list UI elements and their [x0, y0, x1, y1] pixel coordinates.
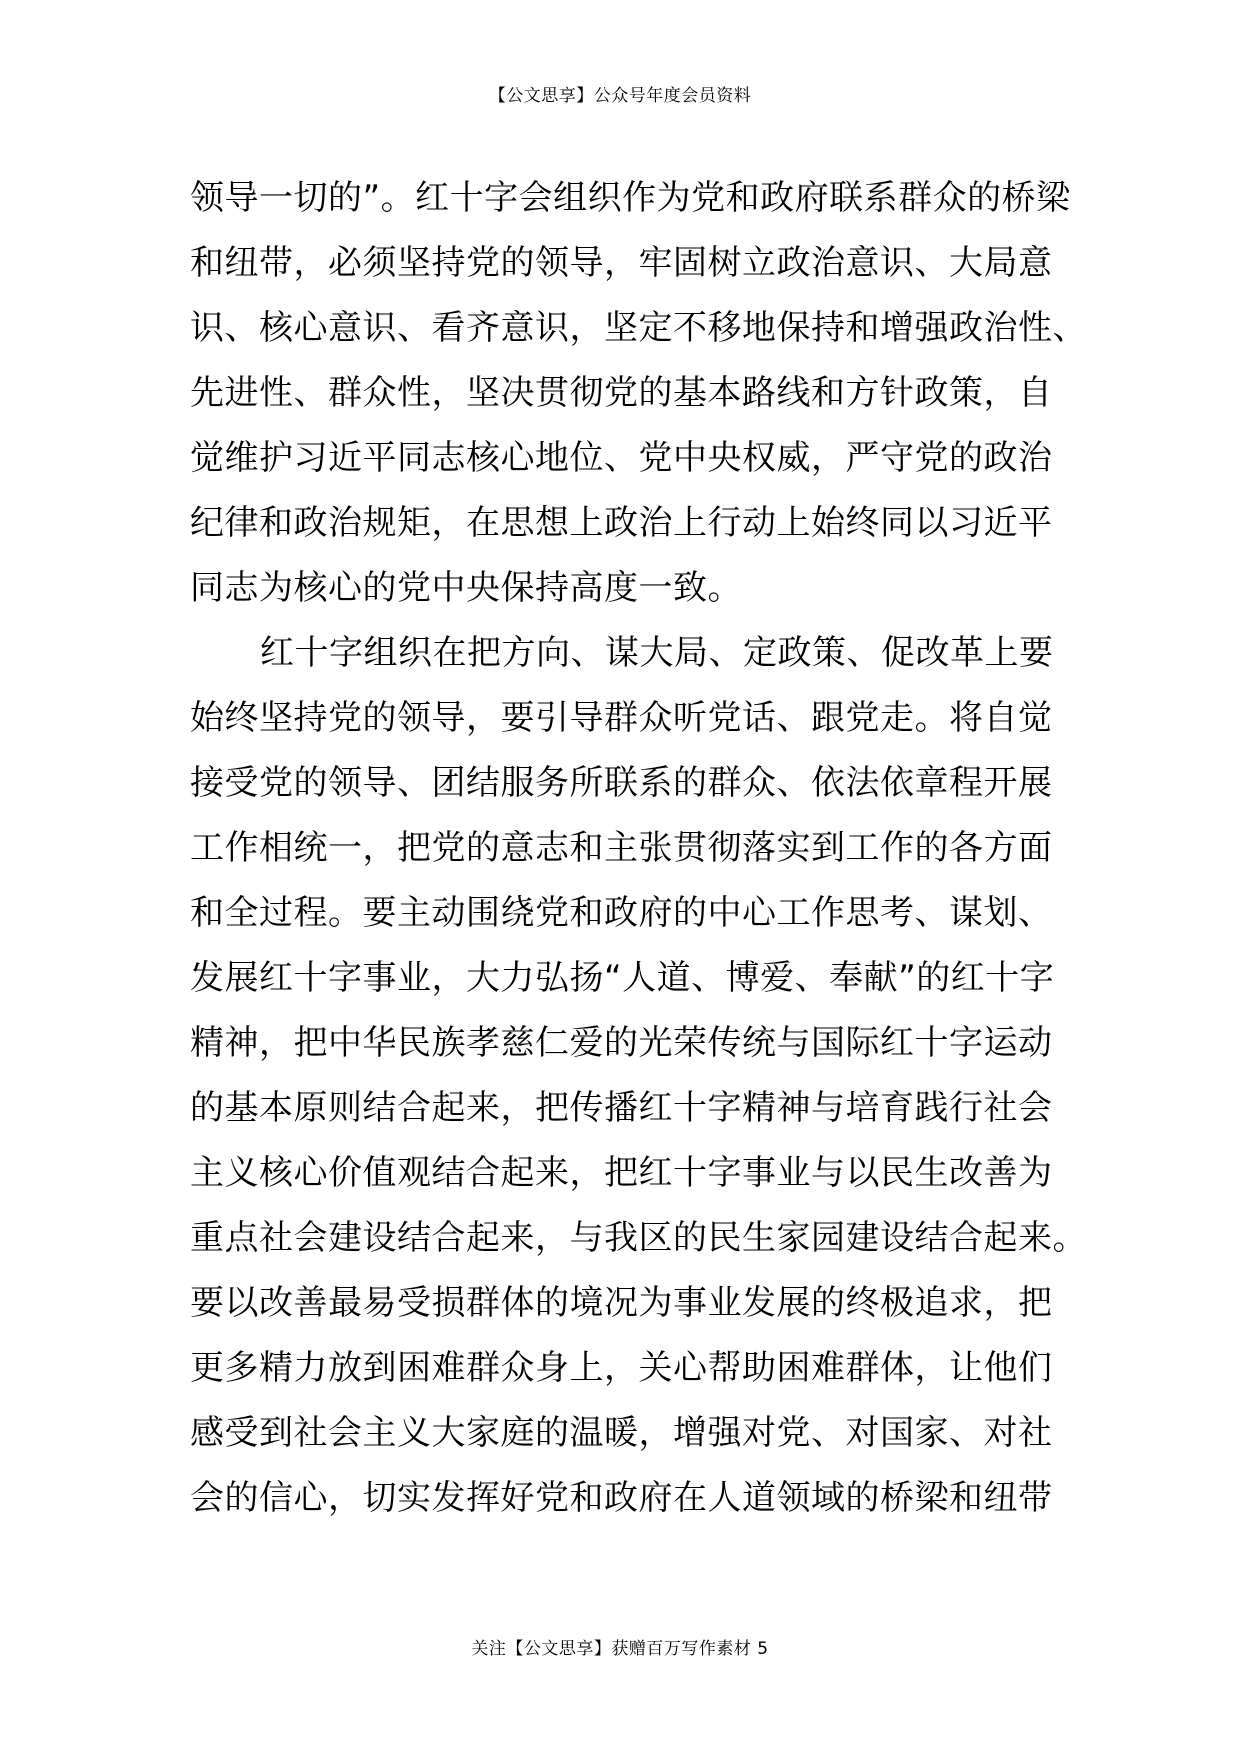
paragraph-line: 始终坚持党的领导，要引导群众听党话、跟党走。将自觉 — [190, 698, 1053, 738]
paragraph-line: 精神，把中华民族孝慈仁爱的光荣传统与国际红十字运动 — [190, 1023, 1053, 1063]
paragraph-line: 觉维护习近平同志核心地位、党中央权威，严守党的政治 — [190, 438, 1053, 478]
paragraph-line: 重点社会建设结合起来，与我区的民生家园建设结合起来。 — [190, 1218, 1087, 1258]
paragraph-line: 先进性、群众性，坚决贯彻党的基本路线和方针政策，自 — [190, 373, 1053, 413]
paragraph-line: 红十字组织在把方向、谋大局、定政策、促改革上要 — [260, 633, 1054, 673]
page-number: 5 — [757, 1639, 769, 1659]
paragraph-line: 和全过程。要主动围绕党和政府的中心工作思考、谋划、 — [190, 893, 1053, 933]
paragraph-line: 主义核心价值观结合起来，把红十字事业与以民生改善为 — [190, 1153, 1053, 1193]
paragraph-line: 和纽带，必须坚持党的领导，牢固树立政治意识、大局意 — [190, 243, 1053, 283]
paragraph-line: 接受党的领导、团结服务所联系的群众、依法依章程开展 — [190, 763, 1053, 803]
paragraph-line: 同志为核心的党中央保持高度一致。 — [190, 568, 742, 608]
body-text — [190, 166, 1087, 1531]
paragraph-line: 领导一切的”。红十字会组织作为党和政府联系群众的桥梁 — [190, 178, 1071, 218]
paragraph-line: 工作相统一，把党的意志和主张贯彻落实到工作的各方面 — [190, 828, 1053, 868]
paragraph-line: 要以改善最易受损群体的境况为事业发展的终极追求，把 — [190, 1283, 1053, 1323]
header-text: 【公文思享】公众号年度会员资料 — [488, 86, 752, 106]
footer-text: 关注【公文思享】获赠百万写作素材 — [471, 1639, 752, 1659]
paragraph-line: 会的信心，切实发挥好党和政府在人道领域的桥梁和纽带 — [190, 1478, 1053, 1518]
paragraph-line: 感受到社会主义大家庭的温暖，增强对党、对国家、对社 — [190, 1413, 1053, 1453]
page-header — [0, 84, 1240, 108]
paragraph-line: 的基本原则结合起来，把传播红十字精神与培育践行社会 — [190, 1088, 1053, 1128]
paragraph-line: 识、核心意识、看齐意识，坚定不移地保持和增强政治性、 — [190, 308, 1087, 348]
paragraph-line: 纪律和政治规矩，在思想上政治上行动上始终同以习近平 — [190, 503, 1053, 543]
paragraph-line: 更多精力放到困难群众身上，关心帮助困难群体，让他们 — [190, 1348, 1053, 1388]
page-footer — [0, 1637, 1240, 1661]
paragraph-line: 发展红十字事业，大力弘扬“人道、博爱、奉献”的红十字 — [190, 958, 1055, 998]
